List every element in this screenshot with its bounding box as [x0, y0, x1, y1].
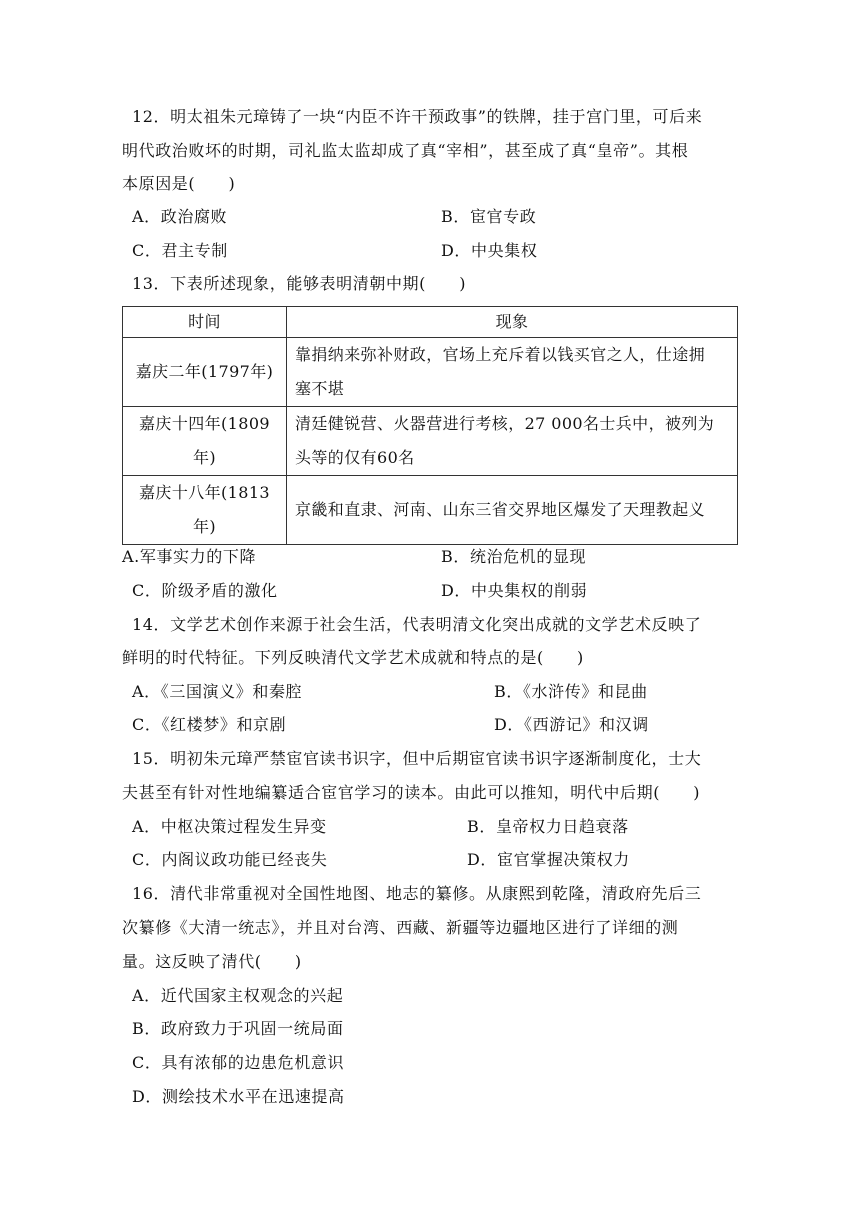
- q12-option-b[interactable]: B．宦官专政: [441, 207, 537, 226]
- q16-stem-line-2: 次纂修《大清一统志》，并且对台湾、西藏、新疆等边疆地区进行了详细的测: [122, 918, 679, 937]
- q15-option-c[interactable]: C．内阁议政功能已经丧失: [132, 850, 328, 869]
- q16-option-d[interactable]: D．测绘技术水平在迅速提高: [132, 1087, 345, 1106]
- table-header-row: [123, 307, 738, 338]
- q14-option-b[interactable]: B．《水浒传》和昆曲: [494, 682, 648, 701]
- q16-option-c[interactable]: C．具有浓郁的边患危机意识: [132, 1053, 345, 1072]
- table-row: [123, 407, 738, 476]
- header-time: 时间: [123, 307, 287, 338]
- q15-stem-line-1: 15．明初朱元璋严禁宦官读书识字，但中后期宦官读书识字逐渐制度化，士大: [132, 749, 702, 768]
- row-1-time: [123, 338, 287, 407]
- row-2-phenomenon: [287, 407, 738, 476]
- row-3-time: [123, 476, 287, 545]
- q14-option-a[interactable]: A．《三国演义》和秦腔: [132, 682, 303, 701]
- q16-option-b[interactable]: B．政府致力于巩固一统局面: [132, 1019, 344, 1038]
- q16-option-a[interactable]: A．近代国家主权观念的兴起: [132, 986, 344, 1005]
- header-phenomenon: 现象: [287, 307, 738, 338]
- q13-option-a[interactable]: A.军事实力的下降: [122, 547, 257, 566]
- q14-option-d[interactable]: D．《西游记》和汉调: [494, 715, 649, 734]
- row-3-phenomenon-line-1: 京畿和直隶、河南、山东三省交界地区爆发了天理教起义: [295, 500, 706, 519]
- q12-stem-line-2: 明代政治败坏的时期，司礼监太监却成了真“宰相”，甚至成了真“皇帝”。其根: [122, 141, 689, 160]
- row-2-time: [123, 407, 287, 476]
- q15-option-a[interactable]: A．中枢决策过程发生异变: [132, 817, 327, 836]
- row-1-phenomenon-line-1: 靠捐纳来弥补财政，官场上充斥着以钱买官之人，仕途拥: [295, 345, 706, 364]
- q14-option-c[interactable]: C．《红楼梦》和京剧: [132, 715, 287, 734]
- q12-stem-line-3: 本原因是( ): [122, 174, 236, 193]
- q16-stem-line-1: 16．清代非常重视对全国性地图、地志的纂修。从康熙到乾隆，清政府先后三: [132, 884, 702, 903]
- row-2-time-line-1: 嘉庆十四年(1809: [139, 414, 270, 433]
- row-3-time-line-2: 年): [192, 517, 217, 536]
- q13-table: [122, 306, 738, 545]
- q15-option-b[interactable]: B．皇帝权力日趋衰落: [467, 817, 629, 836]
- q13-option-b[interactable]: B．统治危机的显现: [441, 547, 587, 566]
- q12-option-d[interactable]: D．中央集权: [441, 241, 538, 260]
- row-3-phenomenon: [287, 476, 738, 545]
- q16-stem-line-3: 量。这反映了清代( ): [122, 952, 302, 971]
- table-row: [123, 476, 738, 545]
- q15-option-d[interactable]: D．宦官掌握决策权力: [467, 850, 630, 869]
- q13-option-d[interactable]: D．中央集权的削弱: [441, 581, 588, 600]
- row-2-time-line-2: 年): [192, 448, 217, 467]
- q13-stem: 13．下表所述现象，能够表明清朝中期( ): [132, 274, 467, 293]
- q12-option-c[interactable]: C．君主专制: [132, 241, 228, 260]
- row-1-phenomenon: [287, 338, 738, 407]
- row-2-phenomenon-line-1: 清廷健锐营、火器营进行考核，27 000名士兵中，被列为: [295, 414, 715, 433]
- q14-stem-line-1: 14．文学艺术创作来源于社会生活，代表明清文化突出成就的文学艺术反映了: [132, 615, 702, 634]
- row-3-time-line-1: 嘉庆十八年(1813: [139, 483, 270, 502]
- row-1-phenomenon-line-2: 塞不堪: [295, 379, 345, 398]
- q14-stem-line-2: 鲜明的时代特征。下列反映清代文学艺术成就和特点的是( ): [122, 648, 584, 667]
- q15-stem-line-2: 夫甚至有针对性地编纂适合宦官学习的读本。由此可以推知，明代中后期( ): [122, 783, 701, 802]
- q12-option-a[interactable]: A．政治腐败: [132, 207, 228, 226]
- q13-option-c[interactable]: C．阶级矛盾的激化: [132, 581, 278, 600]
- row-1-time-line-1: 嘉庆二年(1797年): [135, 362, 274, 381]
- row-2-phenomenon-line-2: 头等的仅有60名: [295, 448, 415, 467]
- q12-stem-line-1: 12．明太祖朱元璋铸了一块“内臣不许干预政事”的铁牌，挂于宫门里，可后来: [132, 107, 703, 126]
- table-row: [123, 338, 738, 407]
